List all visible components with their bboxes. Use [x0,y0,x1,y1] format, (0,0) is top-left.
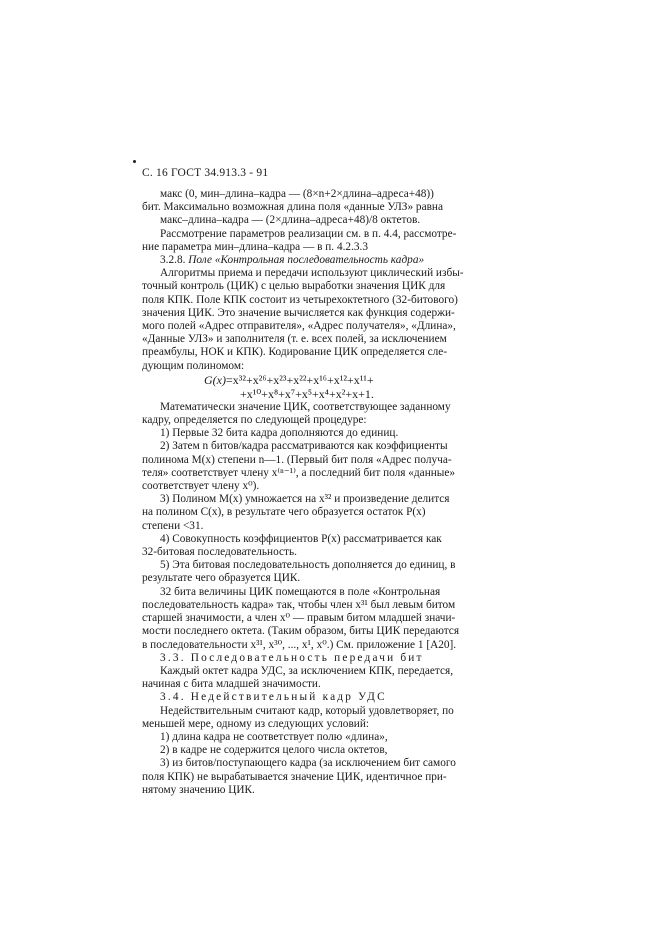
text-line: мости последнего октета. (Таким образом, биты ЦИК передаются [142,625,460,638]
text-line: 1) Первые 32 бита кадра дополняются до единиц. [160,427,399,440]
text-line: макс (0, мин–длина–кадра — (8×n+2×длина–адреса+48)) [160,188,434,200]
text-line: соответствует члену x⁰). [142,480,260,493]
text-line: 1) длина кадра не соответствует полю «длина», [160,730,388,743]
text-line: «Данные УЛЗ» и заполнителя (т. е. всех полей, за исключением [142,333,447,346]
scan-speck [133,160,136,163]
text-line: ние параметра мин–длина–кадра — в п. 4.2.3.3 [142,240,369,253]
text-line: 2) Затем n битов/кадра рассматриваются как коэффициенты [160,440,448,453]
text-line: значения ЦИК. Это значение вычисляется как функция содержи- [142,306,455,319]
text-line: 32 бита величины ЦИК помещаются в поле «Контрольная [160,585,441,598]
text-line: поля КПК. Поле КПК состоит из четырехоктетного (32-битового) [142,293,458,306]
text-line: начиная с бита младшей значимости. [142,678,321,691]
text-line: последовательность кадра» так, чтобы член x³¹ был левым битом [142,598,456,611]
formula-rhs: =x³²+x²⁶+x²³+x²²+x¹⁶+x¹²+x¹¹+ [225,372,374,387]
text-line: Рассмотрение параметров реализации см. в п. 4.4, рассмотре- [160,227,457,240]
text-line: преамбулы, НОК и КПК). Кодирование ЦИК определяется сле- [142,346,448,359]
formula-line-2: +x¹⁰+x⁸+x⁷+x⁵+x⁴+x²+x+1. [240,386,374,401]
body-text [142,188,522,797]
text-line: 4) Совокупность коэффициентов P(x) рассматривается как [160,532,442,545]
text-line: степени <31. [142,519,204,532]
text-line: 5) Эта битовая последовательность дополняется до единиц, в [160,559,456,572]
section-number: 3.2.8. [160,254,189,267]
section-title: Поле «Контрольная последовательность кадра» [188,254,425,267]
text-line: Недействительным считают кадр, который удовлетворяет, по [160,704,454,717]
text-line: 3) из битов/поступающего кадра (за исключением бит самого [160,757,456,770]
section-heading: 3.3. Последовательность передачи бит [160,651,424,664]
text-line: 3) Полином M(x) умножается на x³² и произведение делится [160,493,450,506]
formula-line-1 [142,373,522,387]
text-line: Алгоритмы приема и передачи используют циклический избы- [160,267,464,280]
text-line: точный контроль (ЦИК) с целью выработки значения ЦИК для [142,280,446,293]
text-line: Каждый октет кадра УДС, за исключением КПК, передается, [160,664,454,677]
text-line: Математически значение ЦИК, соответствующее заданному [160,400,451,413]
text-line: макс–длина–кадра — (2×длина–адреса+48)/8 октетов. [160,214,421,227]
page-header: С. 16 ГОСТ 34.913.3 - 91 [142,167,269,179]
text-line: поля КПК) не вырабатывается значение ЦИК, идентичное при- [142,770,447,783]
text-line: кадру, определяется по следующей процедуре: [142,414,367,427]
text-line: 2) в кадре не содержится целого числа октетов, [160,744,388,757]
section-heading: 3.4. Недействительный кадр УДС [160,691,387,704]
text-line: на полином C(x), в результате чего образуется остаток P(x) [142,506,426,519]
text-line: мого полей «Адрес отправителя», «Адрес получателя», «Длина», [142,320,456,333]
text-line: в последовательности x³¹, x³⁰, ..., x¹, x⁰.) См. приложение 1 [A20]. [142,638,457,651]
section-heading [142,254,522,267]
text-line: полинома M(x) степени n—1. (Первый бит поля «Адрес получа- [142,453,452,466]
text-line: бит. Максимально возможная длина поля «данные УЛЗ» равна [142,201,443,214]
text-line: старшей значимости, а член x⁰ — правым битом младшей значи- [142,612,456,625]
text-line: дующим полиномом: [142,359,245,372]
text-line: результате чего образуется ЦИК. [142,572,301,585]
text-line: нятому значению ЦИК. [142,783,255,796]
formula-lhs: G(x) [204,372,226,387]
text-line: меньшей мере, одному из следующих условий: [142,717,370,730]
text-line: 32-битовая последовательность. [142,546,297,559]
text-line: теля» соответствует члену x⁽ⁿ⁻¹⁾, а последний бит поля «данные» [142,466,456,479]
